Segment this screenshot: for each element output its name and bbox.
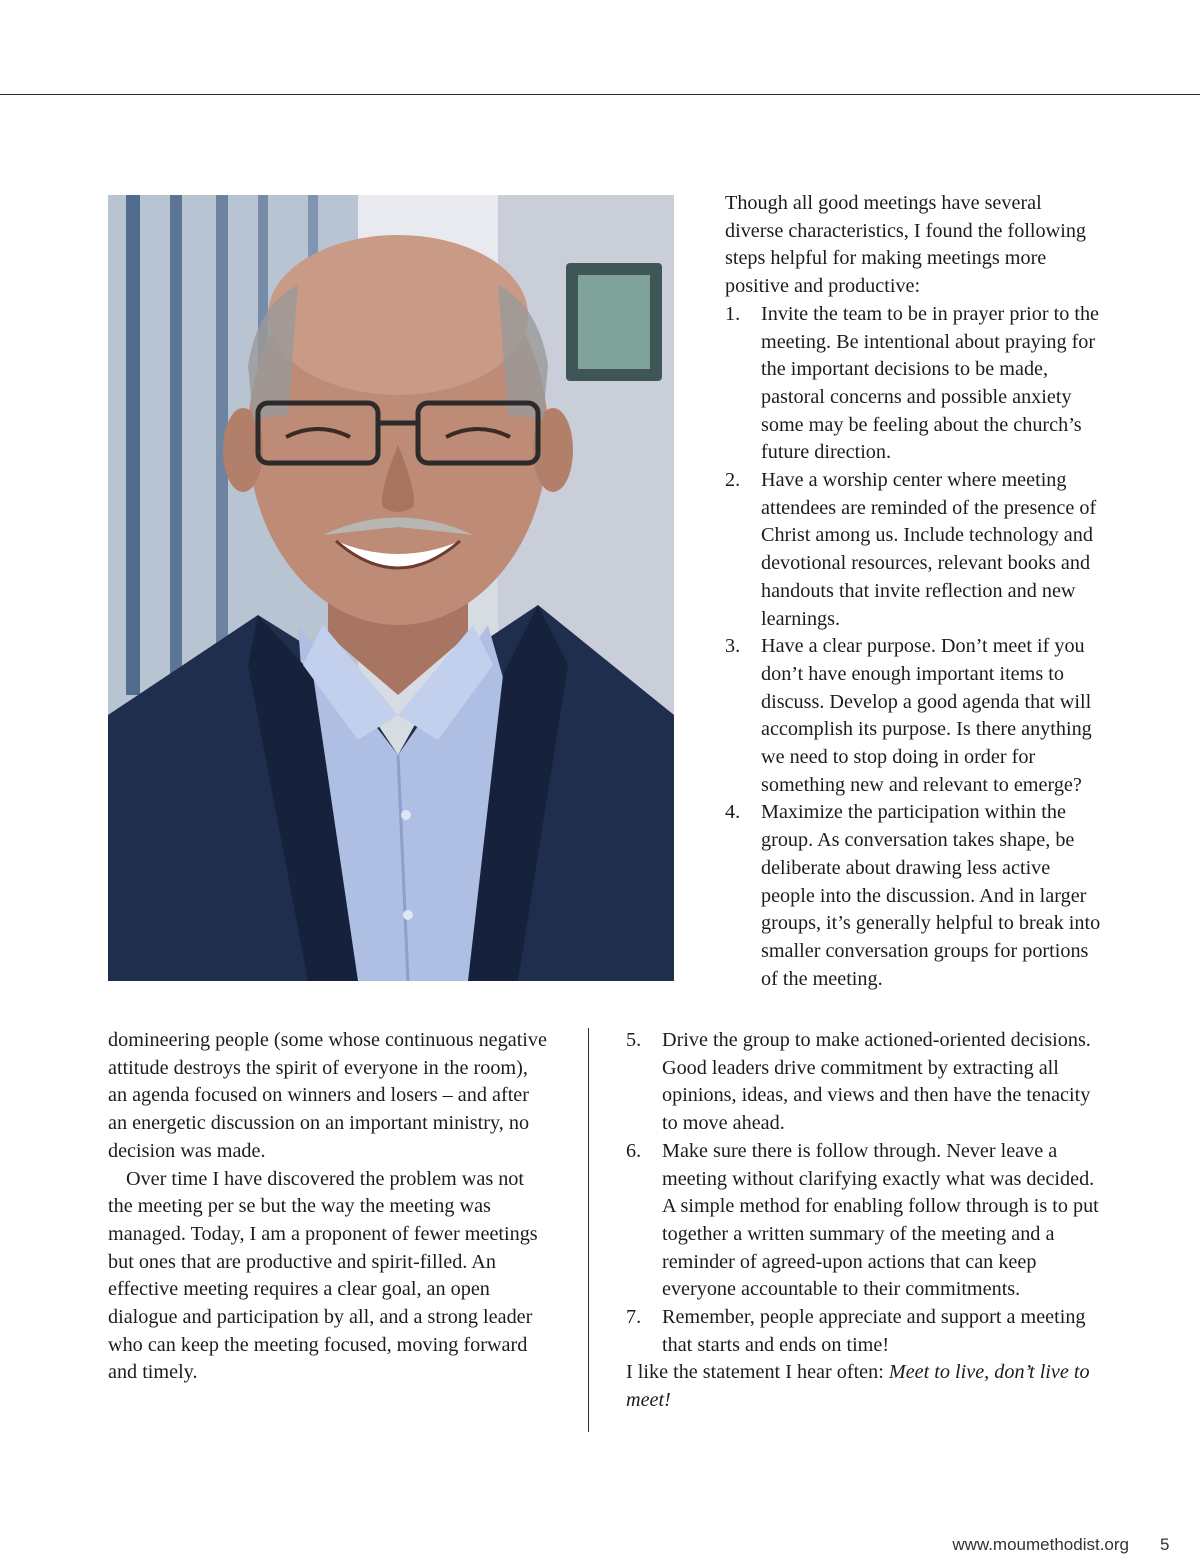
step-number: 3.	[725, 635, 741, 658]
step-number: 1.	[725, 302, 741, 325]
step-number: 7.	[626, 1306, 642, 1329]
closing-lead: I like the statement I hear often:	[626, 1361, 889, 1384]
steps-list-top	[725, 301, 1105, 994]
step-text: Make sure there is follow through. Never leave a meeting without clarifying exactly what was decided. A simple method for enabling follow through is to put together a written summary of the meeting and a reminder of agreed-upon actions that can keep everyone accountable to their commitments.	[662, 1139, 1099, 1301]
left-column	[108, 1027, 548, 1387]
step-text: Remember, people appreciate and support a meeting that starts and ends on time!	[662, 1306, 1086, 1356]
closing-quote: Meet to live, don’t live to meet!	[626, 1361, 1090, 1412]
step-text: Drive the group to make actioned-oriented decisions. Good leaders drive commitment by extracting all opinions, ideas, and views and then have the tenacity to move ahead.	[662, 1029, 1091, 1135]
step-text: Have a clear purpose. Don’t meet if you don’t have enough important items to discuss. Develop a good agenda that will accomplish its purpose. Is there anything we need to stop doing in order for something new and relevant to emerge?	[761, 635, 1092, 796]
list-item	[626, 1027, 1106, 1138]
step-text: Maximize the participation within the group. As conversation takes shape, be deliberate about drawing less active people into the discussion. And in larger groups, it’s generally helpful to break into smaller conversation groups for portions of the meeting.	[761, 801, 1101, 990]
closing-statement	[626, 1359, 1106, 1414]
portrait-illustration	[108, 195, 674, 981]
list-item	[626, 1138, 1106, 1304]
step-number: 5.	[626, 1029, 642, 1051]
list-item	[725, 467, 1105, 633]
list-item	[725, 633, 1105, 799]
intro-lead: Though all good meetings have several diverse characteristics, I found the following steps helpful for making meetings more positive and productive:	[725, 192, 1087, 298]
header-rule	[0, 94, 1200, 95]
steps-list-bottom	[626, 1027, 1106, 1359]
step-number: 6.	[626, 1139, 642, 1162]
portrait-photo	[108, 195, 674, 981]
step-text: Have a worship center where meeting attendees are reminded of the presence of Christ among us. Include technology and devotional resources, relevant books and handouts that invite reflection and new learnings.	[761, 469, 1097, 630]
intro-column	[725, 190, 1105, 993]
step-number: 2.	[725, 469, 741, 492]
right-column	[626, 1027, 1106, 1415]
footer-url[interactable]: www.moumethodist.org	[952, 1535, 1129, 1554]
page-number: 5	[1160, 1535, 1170, 1554]
step-number: 4.	[725, 801, 741, 824]
column-divider	[588, 1028, 589, 1432]
list-item	[626, 1304, 1106, 1359]
list-item	[725, 799, 1105, 993]
step-text: Invite the team to be in prayer prior to the meeting. Be intentional about praying for the important decisions to be made, pastoral concerns and possible anxiety some may be feeling about the church’s future direction.	[761, 302, 1100, 464]
left-paragraph-1: domineering people (some whose continuous negative attitude destroys the spirit of everyone in the room), an agenda focused on winners and losers – and after an energetic discussion on an important ministry, no decision was made.	[108, 1029, 547, 1162]
list-item	[725, 301, 1105, 467]
left-paragraph-2: Over time I have discovered the problem was not the meeting per se but the way the meeting was managed. Today, I am a proponent of fewer meetings but ones that are productive and spirit-filled. An effective meeting requires a clear goal, an open dialogue and participation by all, and a strong leader who can keep the meeting focused, moving forward and timely.	[108, 1167, 538, 1384]
